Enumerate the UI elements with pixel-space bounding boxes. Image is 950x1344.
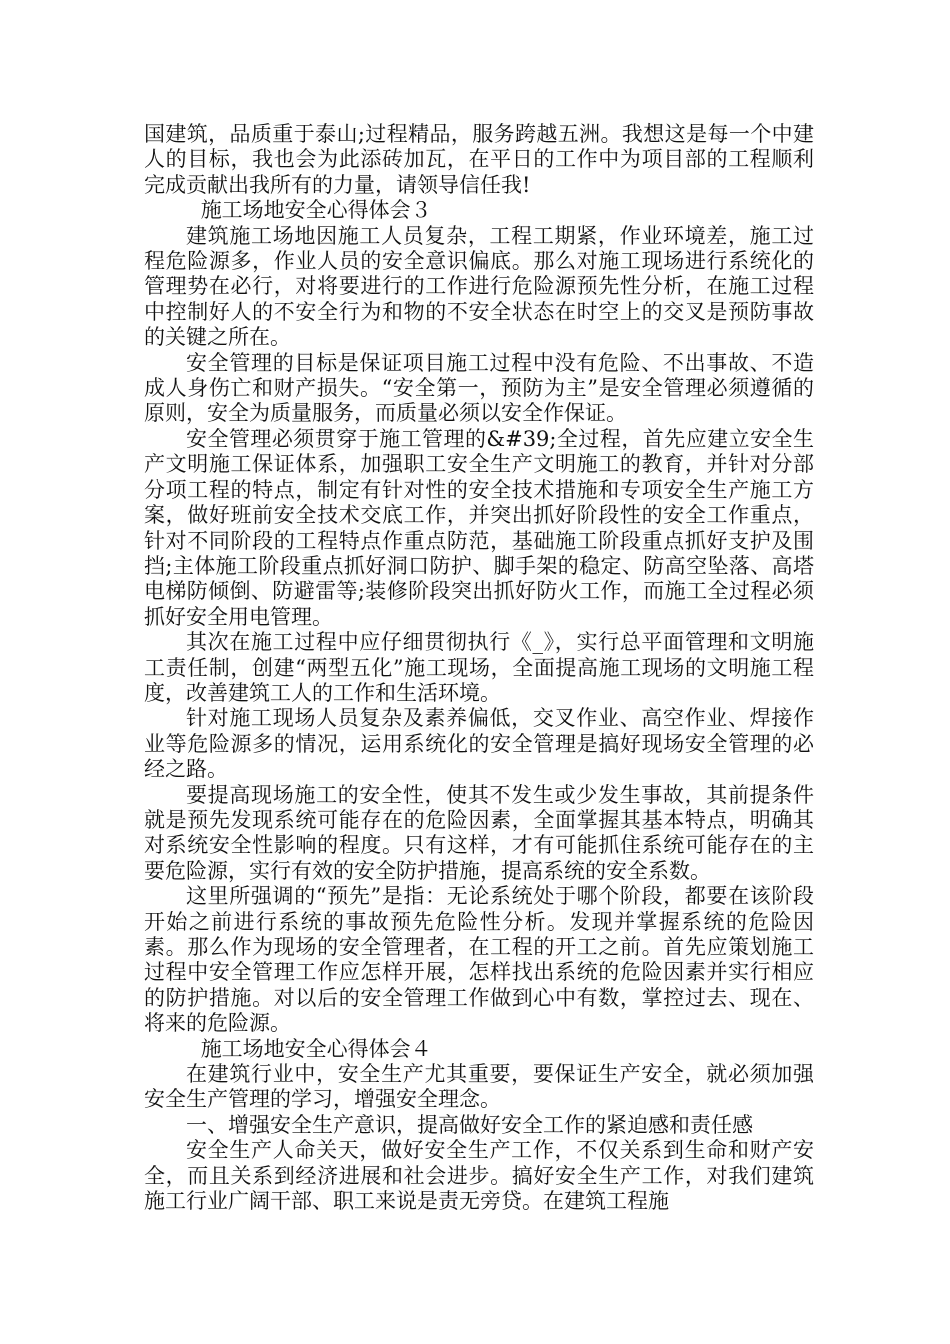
paragraph: 这里所强调的“预先”是指：无论系统处于哪个阶段，都要在该阶段开始之前进行系统的事故预先危险性分析。发现并掌握系统的危险因素。那么作为现场的安全管理者，在工程的开工之前。首先应策划施工过程中安全管理工作应怎样开展，怎样找出系统的危险因素并实行相应的防护措施。对以后的安全管理工作做到心中有数，掌控过去、现在、将来的危险源。 [144, 884, 814, 1036]
document-body [144, 122, 814, 1214]
paragraph-continued: 国建筑，品质重于泰山;过程精品，服务跨越五洲。我想这是每一个中建人的目标，我也会为此添砖加瓦，在平日的工作中为项目部的工程顺利完成贡献出我所有的力量，请领导信任我! [144, 122, 814, 197]
paragraph: 要提高现场施工的安全性，使其不发生或少发生事故，其前提条件就是预先发现系统可能存在的危险因素，全面掌握其基本特点，明确其对系统安全性影响的程度。只有这样，才有可能抓住系统可能存在的主要危险源，实行有效的安全防护措施，提高系统的安全系数。 [144, 782, 814, 883]
section-heading-3: 施工场地安全心得体会３ [200, 198, 432, 223]
paragraph: 安全管理必须贯穿于施工管理的&#39;全过程，首先应建立安全生产文明施工保证体系，加强职工安全生产文明施工的教育，并针对分部分项工程的特点，制定有针对性的安全技术措施和专项安全生产施工方案，做好班前安全技术交底工作，并突出抓好阶段性的安全工作重点，针对不同阶段的工程特点作重点防范，基础施工阶段重点抓好支护及围挡;主体施工阶段重点抓好洞口防护、脚手架的稳定、防高空坠落、高塔电梯防倾倒、防避雷等;装修阶段突出抓好防火工作，而施工全过程必须抓好安全用电管理。 [144, 426, 814, 629]
paragraph: 其次在施工过程中应仔细贯彻执行《_》，实行总平面管理和文明施工责任制，创建“两型五化”施工现场，全面提高施工现场的文明施工程度，改善建筑工人的工作和生活环境。 [144, 630, 814, 705]
paragraph-subheading: 一、增强安全生产意识，提高做好安全工作的紧迫感和责任感 [186, 1112, 753, 1137]
paragraph: 安全管理的目标是保证项目施工过程中没有危险、不出事故、不造成人身伤亡和财产损失。“安全第一，预防为主”是安全管理必须遵循的原则，安全为质量服务，而质量必须以安全作保证。 [144, 350, 814, 426]
paragraph: 建筑施工场地因施工人员复杂，工程工期紧，作业环境差，施工过程危险源多，作业人员的安全意识偏底。那么对施工现场进行系统化的管理势在必行，对将要进行的工作进行危险源预先性分析，在施工过程中控制好人的不安全行为和物的不安全状态在时空上的交叉是预防事故的关键之所在。 [144, 223, 814, 350]
section-heading-4: 施工场地安全心得体会４ [200, 1036, 432, 1061]
paragraph: 针对施工现场人员复杂及素养偏低，交叉作业、高空作业、焊接作业等危险源多的情况，运用系统化的安全管理是搞好现场安全管理的必经之路。 [144, 706, 814, 782]
paragraph: 安全生产人命关天，做好安全生产工作，不仅关系到生命和财产安全，而且关系到经济进展和社会进步。搞好安全生产工作，对我们建筑施工行业广阔干部、职工来说是责无旁贷。在建筑工程施 [144, 1138, 814, 1214]
paragraph: 在建筑行业中，安全生产尤其重要，要保证生产安全，就必须加强安全生产管理的学习，增强安全理念。 [144, 1062, 814, 1112]
